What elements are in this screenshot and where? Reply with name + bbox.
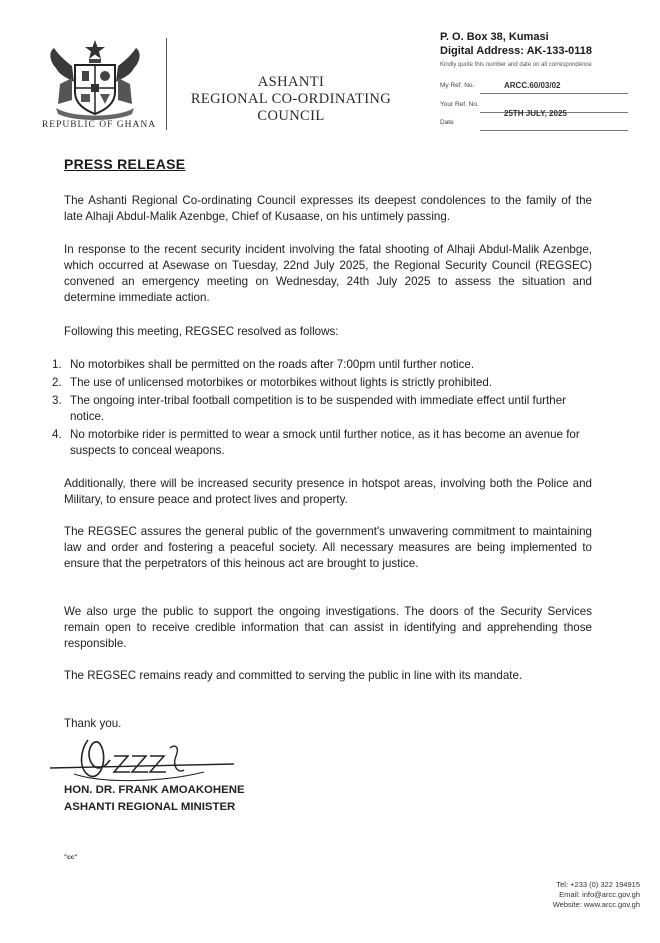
quote-note: Kindly quote this number and date on all correspondence xyxy=(440,62,592,68)
paragraph-security-presence: Additionally, there will be increased security presence in hotspot areas, involving both the Police and Military, to ensure peace and protect lives and property. xyxy=(64,477,592,506)
list-item xyxy=(52,375,592,391)
list-item-text: The ongoing inter-tribal football competition is to be suspended with immediate effect until further notice. xyxy=(70,394,567,423)
council-name-line-1: ASHANTI xyxy=(257,74,325,90)
paragraph-mandate: The REGSEC remains ready and committed to serving the public in line with its mandate. xyxy=(64,669,523,682)
contact-website: Website: www.arcc.gov.gh xyxy=(552,900,640,909)
list-item-text: No motorbike rider is permitted to wear a smock until further notice, as it has become an avenue for suspects to conceal weapons. xyxy=(70,428,580,457)
paragraph-resolved: Following this meeting, REGSEC resolved as follows: xyxy=(64,325,339,338)
paragraph-commitment: The REGSEC assures the general public of the government's unwavering commitment to maintaining law and order and fostering a peaceful society. All necessary measures are being implemented to ensure that the perpetrators of this heinous act are brought to justice. xyxy=(64,525,592,570)
republic-of-ghana-label: REPUBLIC OF GHANA xyxy=(41,120,157,130)
signature xyxy=(44,726,244,786)
my-ref-row xyxy=(440,82,628,94)
cc-label: "cc" xyxy=(64,854,78,861)
paragraph-investigations: We also urge the public to support the ongoing investigations. The doors of the Security Services remain open to receive credible information that can assist in identifying and apprehending those responsible. xyxy=(64,605,592,650)
signer-block xyxy=(64,782,245,816)
list-item xyxy=(52,427,592,459)
paragraph-condolences: The Ashanti Regional Co-ordinating Council expresses its deepest condolences to the family of the late Alhaji Abdul-Malik Azenbge, Chief of Kusaase, on his untimely passing. xyxy=(64,194,592,223)
my-ref-value: ARCC.60/03/02 xyxy=(504,81,561,90)
council-name-line-3: COUNCIL xyxy=(257,108,325,124)
contact-tel: Tel: +233 (0) 322 194915 xyxy=(556,880,640,889)
your-ref-value: 25TH JULY, 2025 xyxy=(504,109,567,118)
list-item xyxy=(52,357,592,373)
date-label: Date xyxy=(440,119,454,126)
paragraph-incident: In response to the recent security incident involving the fatal shooting of Alhaji Abdul-Malik Azenbge, which occurred at Asewase on Tuesday, 22nd July 2025, the Regional Security Council (REGSEC) convened an emergency meeting on Wednesday, 24th July 2025 to assess the situation and determine immediate action. xyxy=(64,243,592,304)
my-ref-line xyxy=(480,93,628,94)
date-line xyxy=(480,130,628,131)
contact-block xyxy=(553,880,640,910)
address-block xyxy=(440,30,640,68)
digital-address: Digital Address: AK-133-0118 xyxy=(440,45,593,57)
council-name xyxy=(176,74,406,125)
date-row xyxy=(440,119,628,131)
page-title: PRESS RELEASE xyxy=(64,156,186,172)
your-ref-label: Your Ref. No. xyxy=(440,101,479,108)
list-item-text: The use of unlicensed motorbikes or motorbikes without lights is strictly prohibited. xyxy=(70,376,493,389)
contact-email: Email: info@arcc.gov.gh xyxy=(559,890,640,899)
ghana-coat-of-arms-icon xyxy=(42,38,148,120)
po-box: P. O. Box 38, Kumasi xyxy=(440,31,549,43)
signer-name: HON. DR. FRANK AMOAKOHENE xyxy=(64,784,245,796)
list-item-text: No motorbikes shall be permitted on the roads after 7:00pm until further notice. xyxy=(70,358,475,371)
list-item-number: 4. xyxy=(52,428,62,441)
signer-title: ASHANTI REGIONAL MINISTER xyxy=(64,801,236,813)
thank-you: Thank you. xyxy=(64,717,122,730)
your-ref-row xyxy=(440,101,628,118)
list-item xyxy=(52,393,592,425)
council-name-line-2: REGIONAL CO-ORDINATING xyxy=(190,91,392,107)
list-item-number: 1. xyxy=(52,358,62,371)
resolutions-list xyxy=(52,357,592,461)
header-divider xyxy=(166,38,167,130)
list-item-number: 3. xyxy=(52,394,62,407)
list-item-number: 2. xyxy=(52,376,62,389)
my-ref-label: My Ref. No. xyxy=(440,82,475,89)
